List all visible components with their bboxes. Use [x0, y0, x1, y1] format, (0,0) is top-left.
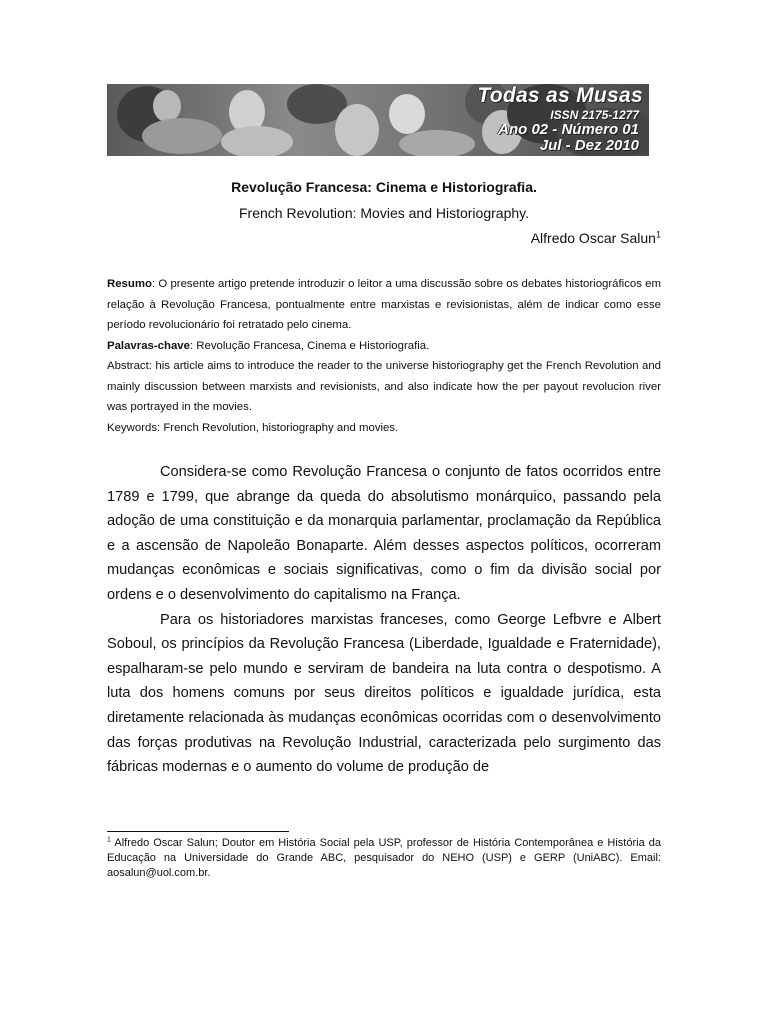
footnote	[107, 836, 661, 881]
palavras-chave	[107, 336, 661, 357]
footnote-divider	[107, 831, 289, 832]
author-footnote-mark: 1	[655, 229, 661, 240]
abstract-section	[107, 274, 661, 438]
author-line	[531, 230, 661, 246]
footnote-text: Alfredo Oscar Salun; Doutor em História Social pela USP, professor de História Contemporânea e História da Educação na Universidade do Grande ABC, pesquisador do NEHO (USP) e GERP (UniABC). Email: aosalun@uol.com.br.	[107, 837, 661, 879]
journal-issue: Ano 02 - Número 01	[498, 121, 639, 138]
palavras-chave-text: : Revolução Francesa, Cinema e Historiografia.	[189, 339, 430, 352]
journal-name: Todas as Musas	[477, 84, 643, 107]
footnote-mark: 1	[107, 836, 111, 844]
article-title: Revolução Francesa: Cinema e Historiografia.	[231, 179, 537, 195]
body-paragraph-2: Para os historiadores marxistas franceses, como George Lefbvre e Albert Soboul, os princípios da Revolução Francesa (Liberdade, Igualdade e Fraternidade), espalharam-se pelo mundo e serviram de bandeira na luta contra o despotismo. A luta dos homens comuns por seus direitos políticos e igualdade jurídica, esta diretamente relacionada às mudanças econômicas ocorridas com o desenvolvimento das forças produtivas na Revolução Industrial, caracterizada pelo surgimento das fábricas modernas e o aumento do volume de produção de	[107, 611, 661, 776]
keywords-english: Keywords: French Revolution, historiography and movies.	[107, 421, 399, 434]
journal-banner	[107, 84, 649, 156]
resumo-label: Resumo	[107, 278, 152, 290]
article-body	[107, 460, 661, 780]
palavras-chave-label: Palavras-chave	[107, 339, 190, 352]
journal-period: Jul - Dez 2010	[539, 137, 639, 154]
resumo	[107, 274, 661, 336]
article-title-english: French Revolution: Movies and Historiography.	[239, 205, 529, 221]
author-name: Alfredo Oscar Salun	[530, 230, 656, 246]
abstract-english: Abstract: his article aims to introduce the reader to the universe historiography get the French Revolution and mainly discussion between marxists and revisionists, and also indicate how the per payout revolucion river was portrayed in the movies.	[107, 360, 661, 413]
body-paragraph-1: Considera-se como Revolução Francesa o conjunto de fatos ocorridos entre 1789 e 1799, que abrange da queda do absolutismo monárquico, passando pela adoção de uma constituição e da monarquia parlamentar, proclamação da República e a ascensão de Napoleão Bonaparte. Além desses aspectos políticos, ocorreram mudanças econômicas e sociais significativas, como o fim da divisão social por ordens e o desenvolvimento do capitalismo na França.	[107, 464, 661, 603]
journal-issn: ISSN 2175-1277	[550, 108, 639, 122]
resumo-text: : O presente artigo pretende introduzir o leitor a uma discussão sobre os debates historiográficos em relação à Revolução Francesa, pontualmente entre marxistas e revisionistas, além de indicar como esse período revolucionário foi retratado pelo cinema.	[107, 278, 661, 331]
banner-text	[477, 84, 643, 154]
